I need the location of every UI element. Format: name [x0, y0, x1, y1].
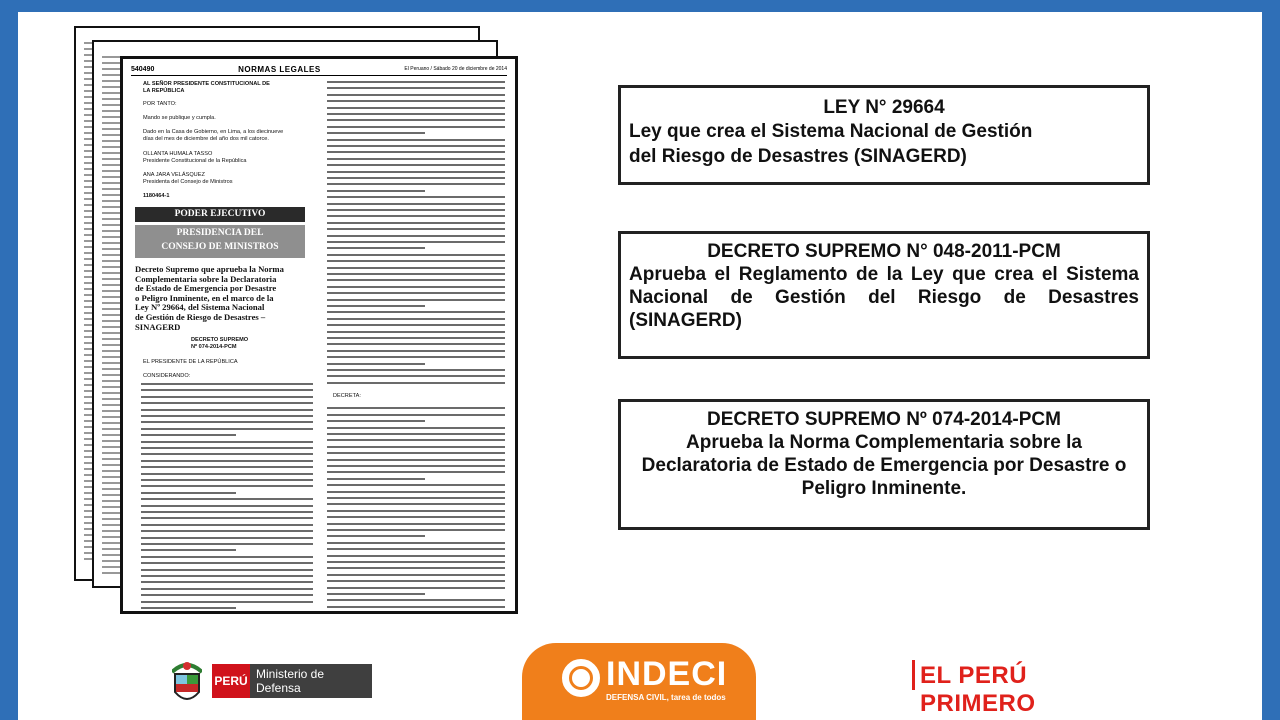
fine-print-line	[327, 260, 505, 262]
indeci-tagline: DEFENSA CIVIL, tarea de todos	[606, 693, 726, 702]
text-line: Dado en la Casa de Gobierno, en Lima, a los diecinueve	[143, 129, 284, 135]
fine-print-line	[327, 471, 505, 473]
text-line: 1180464-1	[143, 193, 170, 199]
decree-label: DECRETO SUPREMO	[191, 337, 249, 343]
fine-print-line	[327, 286, 505, 288]
right-column	[323, 79, 509, 603]
fine-print-line	[141, 517, 313, 519]
mindef-banner	[212, 664, 372, 698]
fine-print-line	[327, 542, 505, 544]
ley-29664-box	[618, 85, 1150, 185]
fine-print-line	[327, 350, 505, 352]
fine-print-line	[327, 151, 505, 153]
indeci-logo	[522, 643, 756, 720]
text-line: OLLANTA HUMALA TASSO	[143, 151, 213, 157]
fine-print-line	[141, 473, 313, 475]
fine-print-line	[327, 81, 505, 83]
indeci-emblem-icon	[562, 659, 600, 697]
fine-print-line	[327, 119, 505, 121]
fine-print-line	[141, 549, 236, 551]
fine-print-line	[327, 292, 505, 294]
fine-print-line	[141, 543, 313, 545]
fine-print-line	[327, 574, 505, 576]
fine-print-line	[327, 107, 505, 109]
fine-print-line	[327, 171, 505, 173]
fine-print-line	[327, 535, 425, 537]
fine-print-line	[327, 555, 505, 557]
fine-print-line	[141, 409, 313, 411]
fine-print-line	[327, 446, 505, 448]
fine-print-line	[327, 510, 505, 512]
fine-print-line	[327, 567, 505, 569]
fine-print-line	[141, 537, 313, 539]
indeci-name: INDECI	[606, 655, 728, 693]
fine-print-line	[141, 485, 313, 487]
fine-print-line	[327, 126, 505, 128]
text-line: Presidenta del Consejo de Ministros	[143, 179, 233, 185]
fine-print-line	[141, 588, 313, 590]
fine-print-line	[327, 87, 505, 89]
fine-print-line	[327, 356, 505, 358]
fine-print-line	[327, 215, 505, 217]
fine-print-line	[141, 498, 313, 500]
fine-print-line	[327, 113, 505, 115]
header-date: El Peruano / Sábado 20 de diciembre de 2014	[404, 66, 507, 72]
fine-print-line	[327, 203, 505, 205]
fine-print-line	[141, 421, 313, 423]
fine-print-line	[327, 247, 425, 249]
fine-print-line	[141, 415, 313, 417]
decreta-line: DECRETA:	[333, 393, 361, 399]
decree-title-line: de Gestión de Riesgo de Desastres –	[135, 311, 266, 322]
top-frame-bar	[0, 0, 1280, 12]
box-title: DECRETO SUPREMO Nº 074-2014-PCM	[707, 409, 1061, 430]
fine-print-line	[327, 580, 505, 582]
fine-print-line	[327, 190, 425, 192]
fine-print-line	[141, 460, 313, 462]
fine-print-line	[141, 447, 313, 449]
fine-print-line	[141, 581, 313, 583]
fine-print-line	[327, 164, 505, 166]
fine-print-line	[327, 363, 425, 365]
fine-print-line	[327, 523, 505, 525]
fine-print-line	[327, 94, 505, 96]
fine-print-line	[327, 369, 505, 371]
fine-print-line	[327, 299, 505, 301]
fine-print-line	[327, 561, 505, 563]
fine-print-line	[141, 479, 313, 481]
fine-print-line	[327, 222, 505, 224]
fine-print-line	[327, 139, 505, 141]
fine-print-line	[141, 524, 313, 526]
considerando-line: CONSIDERANDO:	[143, 373, 191, 379]
fine-print-line	[327, 145, 505, 147]
fine-print-line	[327, 439, 505, 441]
text-line: POR TANTO:	[143, 101, 177, 107]
fine-print-line	[327, 132, 425, 134]
fine-print-line	[141, 434, 236, 436]
fine-print-line	[327, 311, 505, 313]
fine-print-line	[327, 177, 505, 179]
fine-print-line	[327, 478, 425, 480]
fine-print-line	[327, 599, 505, 601]
decree-title-line: SINAGERD	[135, 321, 181, 332]
fine-print-line	[327, 318, 505, 320]
decree-title-line: de Estado de Emergencia por Desastre	[135, 283, 277, 294]
fine-print-line	[327, 593, 425, 595]
fine-print-line	[327, 375, 505, 377]
page-number: 540490	[131, 65, 155, 73]
fine-print-line	[141, 492, 236, 494]
fine-print-line	[327, 158, 505, 160]
fine-print-line	[327, 196, 505, 198]
fine-print-line	[141, 530, 313, 532]
fine-print-line	[141, 511, 313, 513]
fine-print-line	[327, 209, 505, 211]
fine-print-line	[327, 100, 505, 102]
fine-print-line	[327, 337, 505, 339]
fine-print-line	[141, 383, 313, 385]
fine-print-line	[141, 556, 313, 558]
fine-print-line	[327, 548, 505, 550]
fine-print-line	[327, 529, 505, 531]
peru-primero-bar	[912, 660, 915, 690]
fine-print-line	[327, 235, 505, 237]
text-line: ANA JARA VELÁSQUEZ	[143, 172, 205, 178]
decree-number: Nº 074-2014-PCM	[191, 344, 237, 350]
fine-print-line	[141, 607, 236, 609]
presidencia-band	[135, 225, 305, 258]
box-subtitle: Aprueba la Norma Complementaria sobre la Declaratoria de Estado de Emergencia por Desastre o Peligro Inminente.	[641, 432, 1127, 499]
text-line: AL SEÑOR PRESIDENTE CONSTITUCIONAL DE	[143, 81, 270, 87]
peru-primero-logo	[912, 660, 1102, 717]
newspaper-header	[131, 63, 507, 76]
decree-title-line: Ley Nº 29664, del Sistema Nacional	[135, 302, 265, 313]
box-subtitle-line: Ley que crea el Sistema Nacional de Gestión	[629, 121, 1033, 142]
section-title: NORMAS LEGALES	[238, 64, 321, 74]
fine-print-line	[327, 254, 505, 256]
fine-print-line	[141, 575, 313, 577]
fine-print-line	[327, 587, 505, 589]
fine-print-line	[327, 305, 425, 307]
text-line: días del mes de diciembre del año dos mil catorce.	[143, 136, 269, 142]
decree-title-line: Decreto Supremo que aprueba la Norma	[135, 264, 284, 274]
decree-title	[135, 265, 284, 332]
fine-print-line	[327, 414, 505, 416]
fine-print-line	[327, 273, 505, 275]
fine-print-line	[327, 324, 505, 326]
fine-print-line	[141, 601, 313, 603]
fine-print-line	[327, 516, 505, 518]
presidencia-line: PRESIDENCIA DEL	[176, 228, 264, 238]
newspaper-page-front	[120, 56, 518, 614]
decree-title-line: o Peligro Inminente, en el marco de la	[135, 292, 274, 303]
fine-print-line	[327, 331, 505, 333]
fine-print-line	[327, 427, 505, 429]
fine-print-line	[141, 466, 313, 468]
fine-print-line	[141, 402, 313, 404]
fine-print-line	[327, 420, 425, 422]
box-title: LEY N° 29664	[823, 97, 945, 118]
fine-print-line	[141, 453, 313, 455]
fine-print-line	[327, 503, 505, 505]
mindef-label: Ministerio de Defensa	[255, 667, 325, 695]
presidente-line: EL PRESIDENTE DE LA REPÚBLICA	[143, 359, 238, 365]
fine-print-line	[327, 183, 505, 185]
fine-print-line	[327, 452, 505, 454]
fine-print-line	[327, 459, 505, 461]
mindef-peru-label: PERÚ	[212, 664, 250, 698]
text-line: Mando se publique y cumpla.	[143, 115, 216, 121]
fine-print-line	[141, 594, 313, 596]
box-title: DECRETO SUPREMO N° 048-2011-PCM	[707, 241, 1061, 262]
fine-print-line	[141, 389, 313, 391]
fine-print-line	[327, 228, 505, 230]
peru-shield-icon	[172, 660, 202, 708]
text-line: LA REPÚBLICA	[143, 88, 185, 94]
left-column	[131, 79, 317, 603]
fine-print-line	[141, 505, 313, 507]
fine-print-line	[327, 433, 505, 435]
decree-title-line: Complementaria sobre la Declaratoria	[135, 273, 277, 284]
fine-print-line	[327, 407, 505, 409]
fine-print-line	[327, 606, 505, 608]
fine-print-line	[141, 562, 313, 564]
box-subtitle-line: del Riesgo de Desastres (SINAGERD)	[629, 146, 967, 167]
fine-print-line	[327, 267, 505, 269]
ministerio-defensa-logo	[168, 656, 376, 712]
fine-print-line	[141, 569, 313, 571]
poder-ejecutivo-band: PODER EJECUTIVO	[135, 207, 305, 222]
fine-print-line	[327, 491, 505, 493]
fine-print-line	[327, 241, 505, 243]
fine-print-line	[327, 279, 505, 281]
text-line: Presidente Constitucional de la República	[143, 158, 247, 164]
peru-primero-text: EL PERÚ PRIMERO	[920, 662, 1036, 717]
fine-print-line	[141, 396, 313, 398]
decreto-048-box	[618, 231, 1150, 359]
fine-print-line	[327, 484, 505, 486]
fine-print-line	[141, 428, 313, 430]
fine-print-line	[327, 382, 505, 384]
fine-print-line	[327, 497, 505, 499]
fine-print-line	[327, 343, 505, 345]
box-subtitle: Aprueba el Reglamento de la Ley que crea el Sistema Nacional de Gestión del Riesgo de Desastres (SINAGERD)	[629, 264, 1139, 331]
fine-print-line	[327, 465, 505, 467]
presidencia-line: CONSEJO DE MINISTROS	[161, 242, 279, 252]
fine-print-line	[141, 441, 313, 443]
decreto-074-box	[618, 399, 1150, 530]
